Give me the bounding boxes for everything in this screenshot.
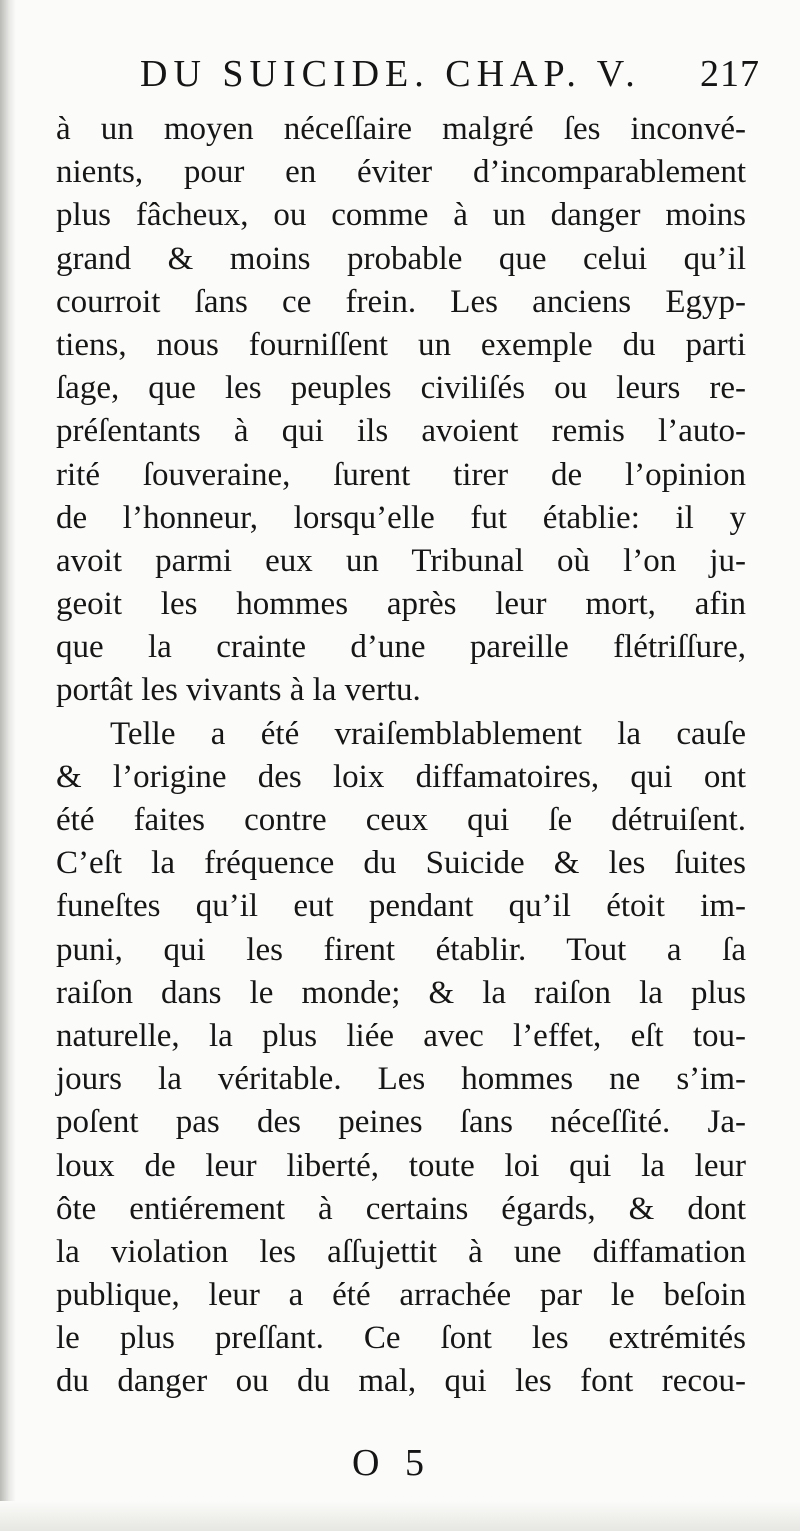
body-text (56, 108, 746, 1404)
text-line: jours la véritable. Les hommes ne s’im- (56, 1061, 746, 1098)
text-line: la violation les aſſujettit à une diffamation (56, 1233, 746, 1270)
text-line: plus fâcheux, ou comme à un danger moins (56, 197, 746, 234)
text-line: préſentants à qui ils avoient remis l’auto- (56, 413, 746, 450)
running-title: DU SUICIDE. CHAP. V. (140, 53, 641, 95)
text-line: tiens, nous fourniſſent un exemple du parti (56, 326, 746, 363)
text-line: le plus preſſant. Ce ſont les extrémités (56, 1320, 746, 1357)
text-line: funeſtes qu’il eut pendant qu’il étoit im- (56, 888, 746, 925)
text-line: publique, leur a été arrachée par le beſoin (56, 1277, 746, 1314)
text-line: avoit parmi eux un Tribunal où l’on ju- (56, 542, 746, 579)
text-line: courroit ſans ce frein. Les anciens Egyp- (56, 283, 746, 320)
text-line: poſent pas des peines ſans néceſſité. Ja- (56, 1104, 746, 1141)
text-line: & l’origine des loix diffamatoires, qui ont (56, 758, 746, 795)
paragraph-2 (56, 713, 746, 1404)
text-line: geoit les hommes après leur mort, afin (56, 586, 746, 623)
text-line: grand & moins probable que celui qu’il (56, 240, 746, 277)
text-line: puni, qui les firent établir. Tout a ſa (56, 931, 746, 968)
text-line: de l’honneur, lorsqu’elle fut établie: il y (56, 499, 746, 536)
paragraph-1 (56, 108, 746, 713)
text-line: été faites contre ceux qui ſe détruiſent. (56, 802, 746, 838)
text-line: du danger ou du mal, qui les font recou- (56, 1363, 746, 1400)
text-line: loux de leur liberté, toute loi qui la leur (56, 1147, 746, 1184)
running-header (140, 44, 760, 104)
text-line: ôte entiérement à certains égards, & dont (56, 1190, 746, 1227)
page-gutter-shadow (0, 0, 16, 1531)
text-line: ſage, que les peuples civiliſés ou leurs re- (56, 370, 746, 407)
text-line: à un moyen néceſſaire malgré ſes inconvé- (56, 111, 746, 147)
text-line: Telle a été vraiſemblablement la cauſe (110, 715, 746, 752)
page-number: 217 (700, 53, 760, 95)
text-line: rité ſouveraine, ſurent tirer de l’opinion (56, 456, 746, 493)
text-line: C’eſt la fréquence du Suicide & les ſuites (56, 845, 746, 882)
text-line: naturelle, la plus liée avec l’effet, eſt tou- (56, 1017, 746, 1054)
page-bottom-shadow (0, 1501, 800, 1531)
text-line: portât les vivants à la vertu. (56, 672, 421, 709)
signature-mark: O 5 (352, 1442, 432, 1484)
text-line: nients, pour en éviter d’incomparablement (56, 154, 746, 191)
text-line: raiſon dans le monde; & la raiſon la plus (56, 974, 746, 1011)
text-line: que la crainte d’une pareille flétriſſure, (56, 629, 746, 666)
